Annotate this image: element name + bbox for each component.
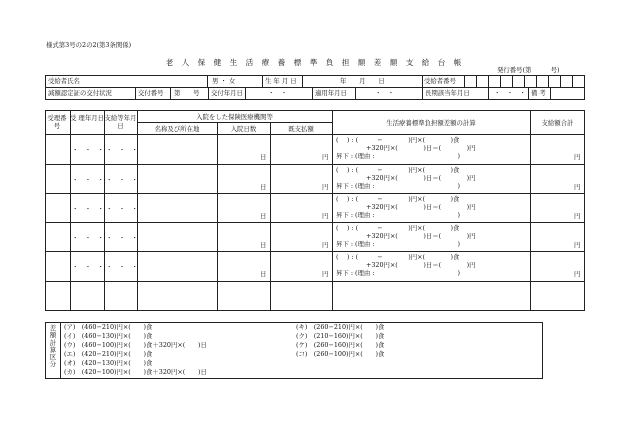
recipient-number-label: 受給者番号 — [424, 77, 456, 85]
col-receipt-date — [70, 114, 104, 122]
issue-num-value[interactable]: 第 号 — [174, 89, 200, 97]
calc-section-label: 差額計算区分 — [49, 324, 57, 369]
birth-date-value[interactable]: 年 月 日 — [340, 77, 385, 85]
col-hospital-name: 名称及び所在地 — [154, 125, 200, 133]
calc-line-1: ( ) : ( − )円×( )食 — [336, 166, 460, 174]
receipt-date-cell[interactable]: ・ ・ ・ — [72, 146, 104, 154]
calc-item: (カ) (420−100)円×( )食＋320円×( )日 — [64, 368, 207, 376]
calc-item: (ケ) (260−160)円×( )食 — [296, 341, 385, 349]
already-paid-unit: 円 — [322, 212, 329, 220]
receipt-date-cell[interactable]: ・ ・ ・ — [72, 176, 104, 184]
payment-date-cell[interactable]: ・ ・ ・ — [106, 176, 138, 184]
inpatient-days-unit: 日 — [260, 270, 267, 278]
total-unit: 円 — [574, 153, 581, 161]
issue-date-value[interactable]: ・ ・ — [268, 89, 288, 97]
already-paid-unit: 円 — [322, 153, 329, 161]
payment-date-cell[interactable]: ・ ・ ・ — [106, 234, 138, 242]
apply-date-label: 適用年月日 — [315, 89, 347, 97]
col-payment-date — [104, 114, 137, 130]
receipt-date-cell[interactable]: ・ ・ ・ — [72, 205, 104, 213]
col-payment-date-text: 支給等年月日 — [104, 114, 137, 130]
col-receipt-date-text: 受 理年月日 — [70, 114, 104, 122]
calc-line-1: ( ) : ( − )円×( )食 — [336, 136, 460, 144]
form-label: 様式第3号の2の2(第3条関係) — [46, 41, 132, 49]
calc-item: (ク) (210−160)円×( )食 — [296, 332, 385, 340]
total-unit: 円 — [574, 212, 581, 220]
apply-date-value[interactable]: ・ ・ — [375, 89, 395, 97]
calc-item: (キ) (260−210)円×( )食 — [296, 323, 385, 331]
inpatient-days-unit: 日 — [260, 212, 267, 220]
calc-line-1: ( ) : ( − )円×( )食 — [336, 253, 460, 261]
recipient-name-label: 受給者氏名 — [48, 77, 80, 85]
inpatient-days-unit: 日 — [260, 153, 267, 161]
calc-item: (ア) (460−210)円×( )食 — [64, 323, 153, 331]
total-unit: 円 — [574, 270, 581, 278]
payment-date-cell[interactable]: ・ ・ ・ — [106, 263, 138, 271]
calc-item: (オ) (420−130)円×( )食 — [64, 359, 153, 367]
col-already-paid: 既支払額 — [288, 125, 314, 133]
calc-line-2: +320円×( )日＝( )円 — [366, 144, 476, 152]
long-term-label: 長期該当年月日 — [425, 89, 470, 97]
payment-date-cell[interactable]: ・ ・ ・ — [106, 146, 138, 154]
col-calc: 生活療養標準負担額差額の計算 — [386, 119, 476, 127]
calc-item: (コ) (260−100)円×( )食 — [296, 350, 385, 358]
col-hospital-group: 入院をした保険医療機関等 — [196, 113, 273, 121]
already-paid-unit: 円 — [322, 270, 329, 278]
page-title: 老 人 保 健 生 活 療 養 標 準 負 担 額 差 額 支 給 台 帳 — [165, 58, 465, 67]
notes-label: 備 考 — [531, 89, 546, 97]
reduction-cert-label: 減額認定証の交付状況 — [48, 89, 112, 97]
calc-line-2: +320円×( )日＝( )円 — [366, 174, 476, 182]
issue-date-label: 交付年月日 — [211, 89, 243, 97]
birth-date-label: 生 年 月 日 — [265, 77, 297, 85]
calc-line-3: 昇下 : (理由 : ) — [336, 211, 461, 219]
calc-line-3: 昇下 : (理由 : ) — [336, 269, 461, 277]
receipt-date-cell[interactable]: ・ ・ ・ — [72, 234, 104, 242]
calc-line-3: 昇下 : (理由 : ) — [336, 152, 461, 160]
calc-line-1: ( ) : ( − )円×( )食 — [336, 195, 460, 203]
issue-num-label: 交付番号 — [138, 89, 164, 97]
inpatient-days-unit: 日 — [260, 183, 267, 191]
calc-item: (エ) (420−210)円×( )食 — [64, 350, 153, 358]
receipt-date-cell[interactable]: ・ ・ ・ — [72, 263, 104, 271]
calc-line-3: 昇下 : (理由 : ) — [336, 240, 461, 248]
already-paid-unit: 円 — [322, 183, 329, 191]
already-paid-unit: 円 — [322, 241, 329, 249]
calc-line-2: +320円×( )日＝( )円 — [366, 261, 476, 269]
total-unit: 円 — [574, 183, 581, 191]
calc-item: (ウ) (460−100)円×( )食＋320円×( )日 — [64, 341, 207, 349]
calc-line-2: +320円×( )日＝( )円 — [366, 203, 476, 211]
calc-line-3: 昇下 : (理由 : ) — [336, 182, 461, 190]
col-inpatient-days: 入院日数 — [230, 125, 257, 133]
calc-line-1: ( ) : ( − )円×( )食 — [336, 224, 460, 232]
inpatient-days-unit: 日 — [260, 241, 267, 249]
long-term-value[interactable]: ・ ・ ・ — [494, 89, 526, 97]
calc-line-2: +320円×( )日＝( )円 — [366, 232, 476, 240]
total-unit: 円 — [574, 241, 581, 249]
issue-number: 発行番号(第 号) — [497, 66, 560, 74]
sex-selector[interactable]: 男 ・ 女 — [212, 77, 236, 85]
col-receipt-number-text: 受理番号 — [47, 114, 67, 130]
col-receipt-number — [45, 114, 69, 130]
payment-date-cell[interactable]: ・ ・ ・ — [106, 205, 138, 213]
col-total: 支給額合計 — [541, 119, 574, 127]
calc-item: (イ) (460−130)円×( )食 — [64, 332, 153, 340]
